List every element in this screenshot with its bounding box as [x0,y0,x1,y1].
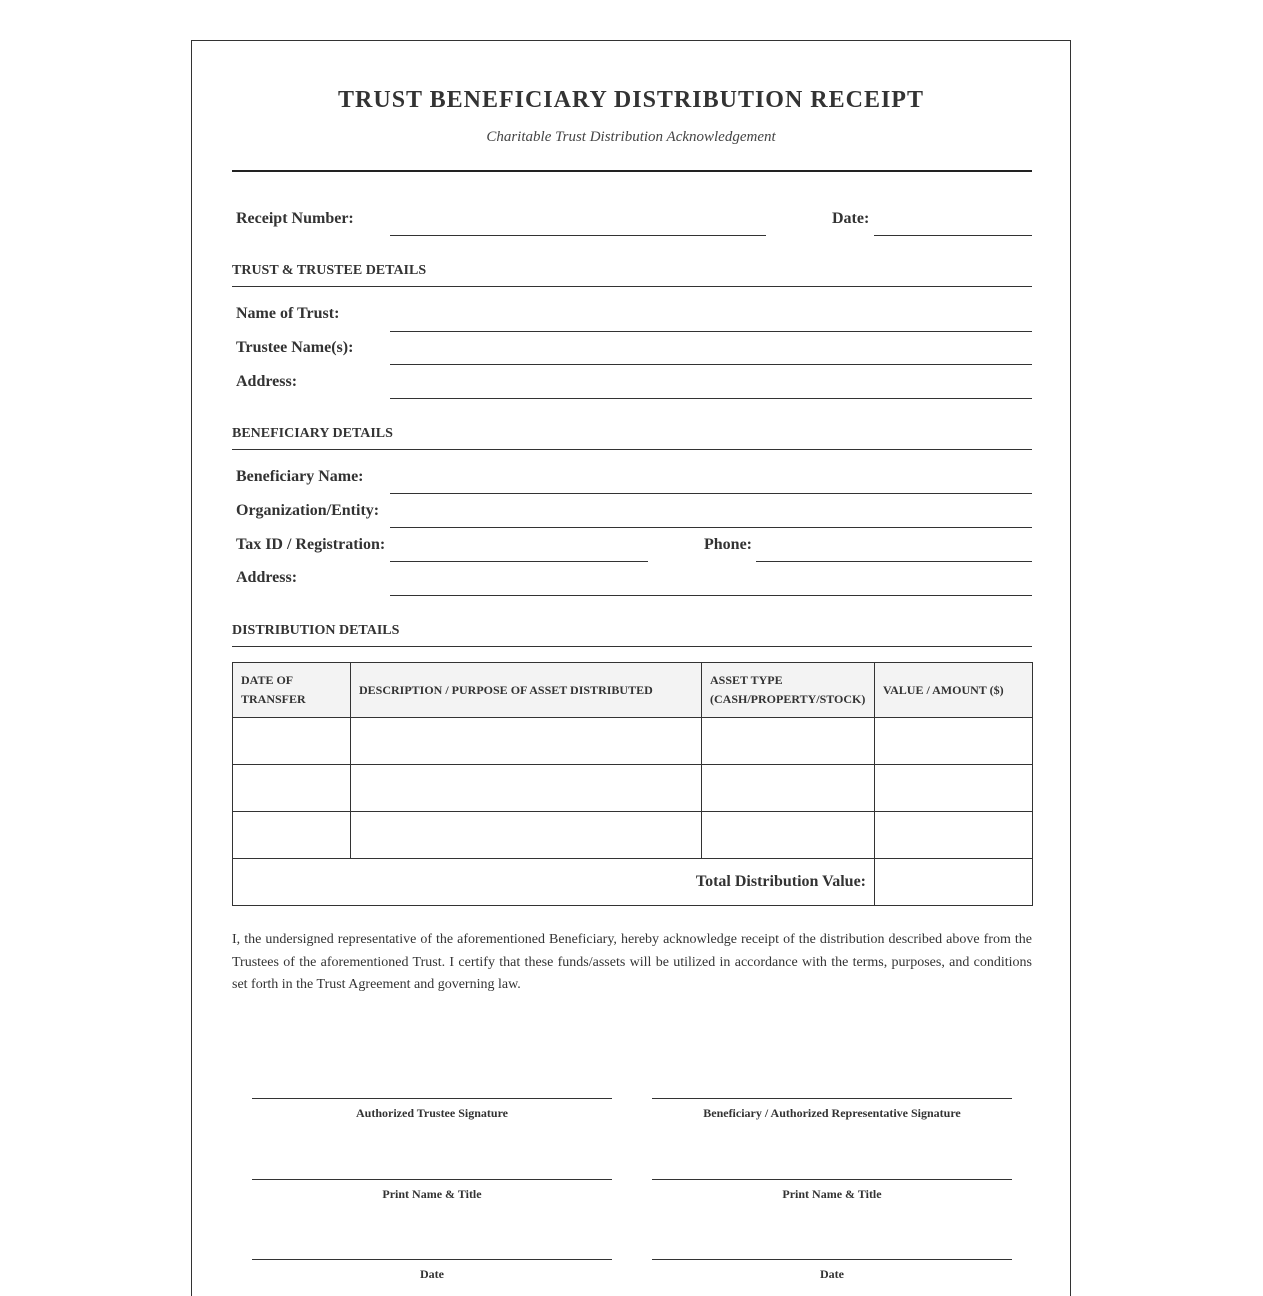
phone-field[interactable] [756,561,1032,562]
description-cell[interactable] [351,718,702,765]
trustee-print-name-caption: Print Name & Title [382,1187,482,1201]
column-header-description: DESCRIPTION / PURPOSE OF ASSET DISTRIBUTED [351,663,702,718]
trust-address-label: Address: [236,373,298,390]
name-of-trust-field[interactable] [390,331,1032,332]
distribution-table [232,662,1033,906]
date-field[interactable] [874,235,1032,236]
title-divider [232,170,1032,172]
trust-section-heading: TRUST & TRUSTEE DETAILS [232,263,1032,287]
asset-type-cell[interactable] [702,718,875,765]
asset-type-cell[interactable] [702,812,875,859]
date-cell[interactable] [233,812,351,859]
document-title: TRUST BENEFICIARY DISTRIBUTION RECEIPT [338,87,924,113]
acknowledgement-text: I, the undersigned representative of the aforementioned Beneficiary, hereby acknowledge receipt of the distribution described above from the Trustees of the aforementioned Trust. I certify that these funds/assets will be utilized in accordance with the terms, purposes, and conditions set forth in the Trust Agreement and governing law. [232,932,1032,992]
beneficiary-print-name-caption: Print Name & Title [782,1187,882,1201]
receipt-number-label: Receipt Number: [236,210,354,227]
trustee-signature-caption: Authorized Trustee Signature [356,1106,508,1120]
beneficiary-date-caption: Date [820,1267,844,1281]
trustee-print-name-line[interactable] [252,1179,612,1180]
table-row [233,812,1033,859]
beneficiary-name-field[interactable] [390,493,1032,494]
organization-field[interactable] [390,527,1032,528]
trust-address-field[interactable] [390,398,1032,399]
trustee-names-field[interactable] [390,364,1032,365]
tax-id-field[interactable] [390,561,648,562]
description-cell[interactable] [351,765,702,812]
total-distribution-value-cell[interactable] [875,859,1033,906]
trustee-date-caption: Date [420,1267,444,1281]
table-row [233,765,1033,812]
beneficiary-name-label: Beneficiary Name: [236,468,364,485]
date-label: Date: [832,210,870,227]
total-distribution-label: Total Distribution Value: [233,859,875,906]
receipt-number-field[interactable] [390,235,766,236]
value-cell[interactable] [875,765,1033,812]
date-cell[interactable] [233,718,351,765]
beneficiary-section-heading: BENEFICIARY DETAILS [232,426,1032,450]
table-header-row [233,663,1033,718]
beneficiary-signature-line[interactable] [652,1098,1012,1099]
receipt-page [191,40,1071,1296]
asset-type-cell[interactable] [702,765,875,812]
name-of-trust-label: Name of Trust: [236,305,340,322]
beneficiary-date-line[interactable] [652,1259,1012,1260]
trustee-signature-line[interactable] [252,1098,612,1099]
phone-label: Phone: [704,536,752,553]
organization-label: Organization/Entity: [236,502,380,519]
beneficiary-signature-caption: Beneficiary / Authorized Representative Signature [703,1106,961,1120]
beneficiary-address-label: Address: [236,569,298,586]
column-header-date: DATE OF TRANSFER [233,663,351,718]
trustee-date-line[interactable] [252,1259,612,1260]
value-cell[interactable] [875,718,1033,765]
date-cell[interactable] [233,765,351,812]
column-header-value: VALUE / AMOUNT ($) [875,663,1033,718]
distribution-section-heading: DISTRIBUTION DETAILS [232,623,1032,647]
document-subtitle: Charitable Trust Distribution Acknowledgement [486,129,776,145]
value-cell[interactable] [875,812,1033,859]
beneficiary-address-field[interactable] [390,595,1032,596]
tax-id-label: Tax ID / Registration: [236,536,386,553]
table-row [233,718,1033,765]
beneficiary-print-name-line[interactable] [652,1179,1012,1180]
trustee-names-label: Trustee Name(s): [236,339,354,356]
description-cell[interactable] [351,812,702,859]
column-header-asset-type: ASSET TYPE (CASH/PROPERTY/STOCK) [702,663,875,718]
total-row [233,859,1033,906]
